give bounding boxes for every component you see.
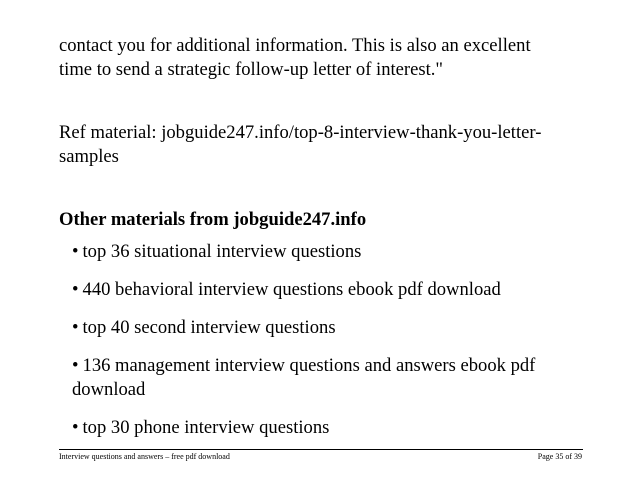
bullet-icon: • <box>72 317 79 338</box>
list-item-text: 136 management interview questions and answers ebook pdf <box>82 355 536 376</box>
reference-paragraph <box>59 121 579 169</box>
footer-divider <box>59 449 583 450</box>
list-item-text: 440 behavioral interview questions ebook pdf download <box>82 279 501 300</box>
list-item <box>72 316 535 340</box>
paragraph-line: Ref material: jobguide247.info/top-8-interview-thank-you-letter- <box>59 122 542 143</box>
list-item-text: top 36 situational interview questions <box>82 241 362 262</box>
paragraph-line: time to send a strategic follow-up letter of interest." <box>59 59 443 80</box>
footer-title: Interview questions and answers – free pdf download <box>59 452 230 461</box>
bullet-icon: • <box>72 241 79 262</box>
bullet-icon: • <box>72 279 79 300</box>
page-number: Page 35 of 39 <box>537 452 582 461</box>
list-item-text: top 30 phone interview questions <box>82 417 330 438</box>
list-item <box>72 354 535 402</box>
list-item <box>72 416 535 440</box>
materials-list <box>72 240 535 454</box>
list-item <box>72 278 535 302</box>
body-paragraph <box>59 34 579 82</box>
list-item-text-continued: download <box>72 379 146 400</box>
paragraph-line: contact you for additional information. This is also an excellent <box>59 35 531 56</box>
paragraph-line: samples <box>59 146 119 167</box>
bullet-icon: • <box>72 417 79 438</box>
list-item <box>72 240 535 264</box>
bullet-icon: • <box>72 355 79 376</box>
list-item-text: top 40 second interview questions <box>82 317 336 338</box>
section-heading: Other materials from jobguide247.info <box>59 209 367 230</box>
